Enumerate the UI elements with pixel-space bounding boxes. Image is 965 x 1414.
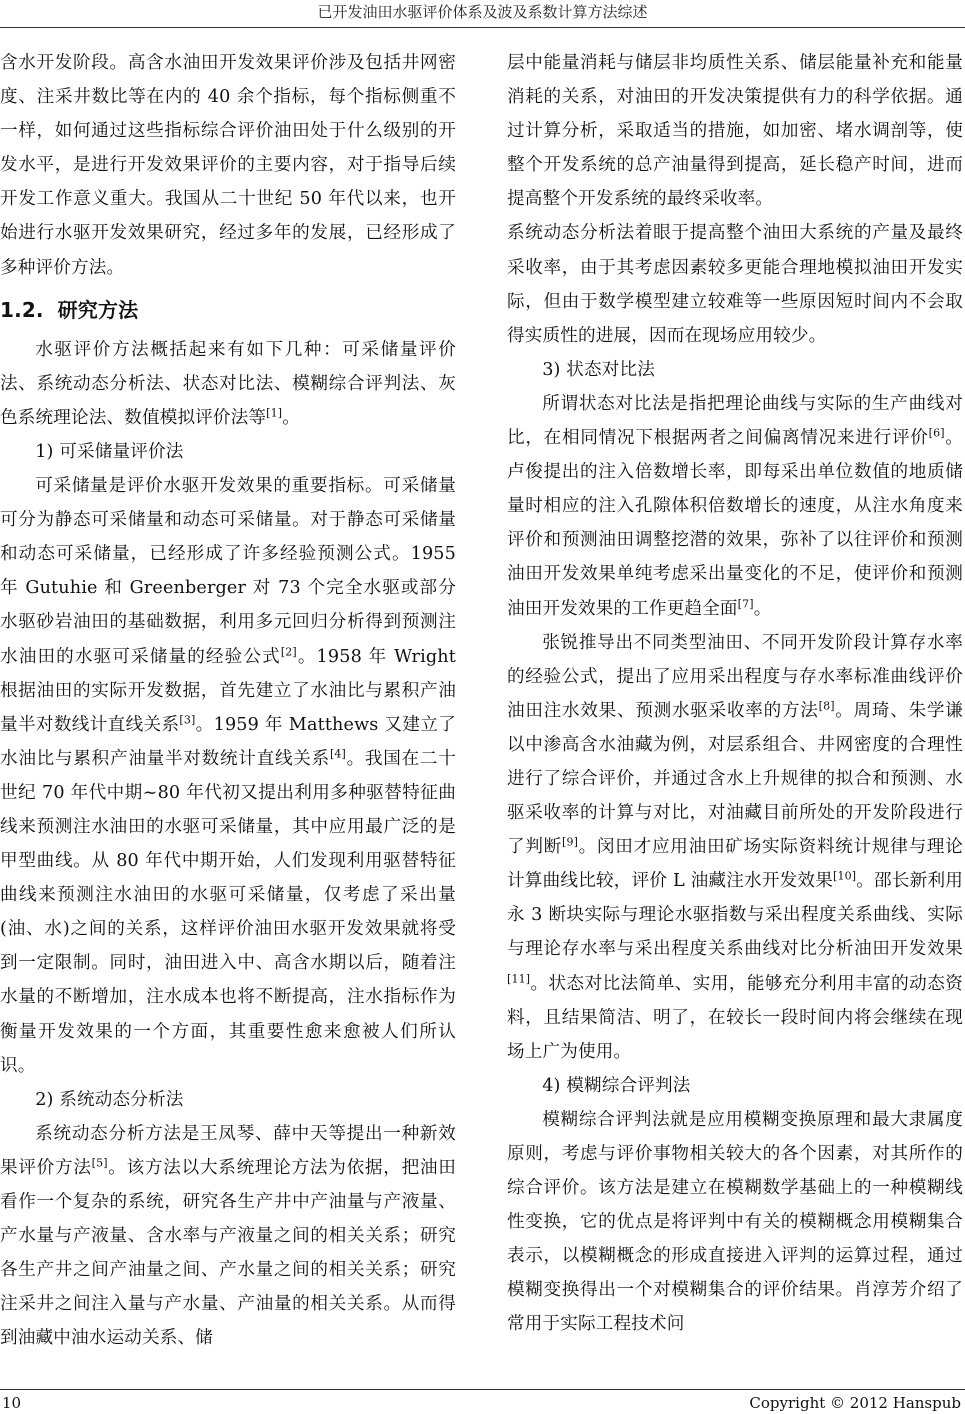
paragraph-text: 水驱评价方法概括起来有如下几种：可采储量评价法、系统动态分析法、状态对比法、模糊综合评判法、灰色系统理论法、数值模拟评价法等 (0, 339, 456, 428)
paragraph (0, 469, 456, 1083)
paragraph: 含水开发阶段。高含水油田开发效果评价涉及包括井网密度、注采井数比等在内的 40 余个指标，每个指标侧重不一样，如何通过这些指标综合评价油田处于什么级别的开发水平，是进行开发效果评价的主要内容，对于指导后续开发工作意义重大。我国从二十世纪 50 年代以来，也开始进行水驱开发效果研究，经过多年的发展，已经形成了多种评价方法。 (0, 53, 456, 278)
paragraph-text: 。周琦、朱学谦以中渗高含水油藏为例，对层系组合、井网密度的合理性进行了综合评价，并通过含水上升规律的拟合和预测、水驱采收率的计算与对比，对油藏目前所处的开发阶段进行了判断 (507, 700, 963, 858)
paragraph-text: 系统动态分析方法是王凤琴、薛中天等提出一种新效果评价方法 (0, 1123, 456, 1178)
left-column (0, 46, 456, 1355)
citation: [8] (818, 699, 835, 713)
subsection-heading: 4) 模糊综合评判法 (542, 1075, 691, 1096)
paragraph-text: 张锐推导出不同类型油田、不同开发阶段计算存水率的经验公式，提出了应用采出程度与存水率标准曲线评价油田注水效果、预测水驱采收率的方法 (507, 632, 963, 721)
paragraph-text: 。该方法以大系统理论方法为依据，把油田看作一个复杂的系统，研究各生产井中产油量与产液量、产水量与产液量、含水率与产液量之间的相关关系；研究各生产井之间产油量之间、产水量之间的相关关系；研究注采井之间注入量与产水量、产油量的相关关系。从而得到油藏中油水运动关系、储 (0, 1157, 456, 1349)
paragraph-text: 。1959 年 Matthews 又建立了水油比与累积产油量半对数统计直线关系 (0, 714, 456, 769)
subsection-heading: 2) 系统动态分析法 (35, 1089, 184, 1110)
citation: [2] (280, 644, 297, 658)
paragraph-text: 。1958 年 Wright 根据油田的实际开发数据，首先建立了水油比与累积产油量半对数线计直线关系 (0, 646, 456, 735)
running-title: 已开发油田水驱评价体系及波及系数计算方法综述 (317, 3, 648, 21)
right-column (507, 46, 963, 1342)
paragraph (0, 333, 456, 435)
paragraph-text: 所谓状态对比法是指把理论曲线与实际的生产曲线对比，在相同情况下根据两者之间偏离情况来进行评价 (507, 393, 963, 449)
paragraph-text: 。闵田才应用油田矿场实际资料统计规律与理论计算曲线比较，评价 L 油藏注水开发效果 (507, 837, 963, 892)
paragraph-text: 。状态对比法简单、实用，能够充分利用丰富的动态资料，且结果简洁、明了，在较长一段时间内将会继续在现场上广为使用。 (507, 973, 963, 1062)
paragraph (507, 626, 963, 1069)
subsection-heading: 3) 状态对比法 (542, 359, 656, 380)
running-header (0, 0, 965, 28)
citation: [5] (91, 1156, 108, 1170)
citation: [7] (737, 596, 754, 610)
paragraph: 模糊综合评判法就是应用模糊变换原理和最大隶属度原则，考虑与评价事物相关较大的各个因素，对其所作的综合评价。该方法是建立在模糊数学基础上的一种模糊线性变换，它的优点是将评判中有关的模糊概念用模糊集合表示，以模糊概念的形成直接进入评判的运算过程，通过模糊变换得出一个对模糊集合的评价结果。肖淳芳介绍了常用于实际工程技术问 (507, 1109, 963, 1335)
paragraph-text: 。我国在二十世纪 70 年代中期~80 年代初又提出利用多种驱替特征曲线来预测注水油田的水驱可采储量，其中应用最广泛的是甲型曲线。从 80 年代中期开始，人们发现利用驱替特征曲线来预测注水油田的水驱可采储量，仅考虑了采出量(油、水)之间的关系，这样评价油田水驱开发效果就将受到一定限制。同时，油田进入中、高含水期以后，随着注水量的不断增加，注水成本也将不断提高，注水指标作为衡量开发效果的一个方面，其重要性愈来愈被人们所认识。 (0, 748, 457, 1076)
section-title: 研究方法 (57, 297, 139, 322)
citation: [1] (266, 406, 283, 420)
paragraph-text: 。 (753, 598, 772, 619)
paragraph (507, 387, 963, 626)
citation: [9] (562, 835, 579, 849)
citation: [3] (179, 713, 196, 727)
section-number: 1.2. (0, 297, 44, 322)
citation: [11] (507, 971, 531, 985)
citation: [6] (928, 426, 945, 440)
footer-divider (0, 1389, 965, 1390)
page-number: 10 (2, 1394, 22, 1412)
header-divider (0, 27, 965, 28)
citation: [10] (833, 869, 857, 883)
subsection-heading: 1) 可采储量评价法 (35, 441, 184, 462)
paragraph-text: 。卢俊提出的注入倍数增长率，即每采出单位数值的地质储量时相应的注入孔隙体积倍数增长的速度，从注水角度来评价和预测油田调整挖潜的效果，弥补了以往评价和预测油田开发效果单纯考虑采出量变化的不足，使评价和预测油田开发效果的工作更趋全面 (507, 428, 964, 619)
copyright-notice: Copyright © 2012 Hanspub (749, 1394, 961, 1412)
section-heading (0, 295, 456, 325)
paragraph-text: 。 (282, 407, 300, 428)
paragraph: 层中能量消耗与储层非均质性关系、储层能量补充和能量消耗的关系，对油田的开发决策提供有力的科学依据。通过计算分析，采取适当的措施，如加密、堵水调剖等，使整个开发系统的总产油量得到提高，延长稳产时间，进而提高整个开发系统的最终采收率。 (507, 53, 963, 210)
paragraph-text: 可采储量是评价水驱开发效果的重要指标。可采储量可分为静态可采储量和动态可采储量。对于静态可采储量和动态可采储量，已经形成了许多经验预测公式。1955 年 Gutuhie 和 Greenberger 对 73 个完全水驱或部分水驱砂岩油田的基础数据，利用多元回归分析得到预测注水油田的水驱可采储量的经验公式 (0, 476, 456, 667)
citation: [4] (329, 747, 347, 761)
paragraph-text: 。邵长新利用永 3 断块实际与理论水驱指数与采出程度关系曲线、实际与理论存水率与采出程度关系曲线对比分析油田开发效果 (507, 871, 963, 960)
paragraph (0, 1117, 456, 1356)
paragraph: 系统动态分析法着眼于提高整个油田大系统的产量及最终采收率，由于其考虑因素较多更能合理地模拟油田开发实际，但由于数学模型建立较难等一些原因短时间内不会取得实质性的进展，因而在现场应用较少。 (507, 223, 963, 346)
